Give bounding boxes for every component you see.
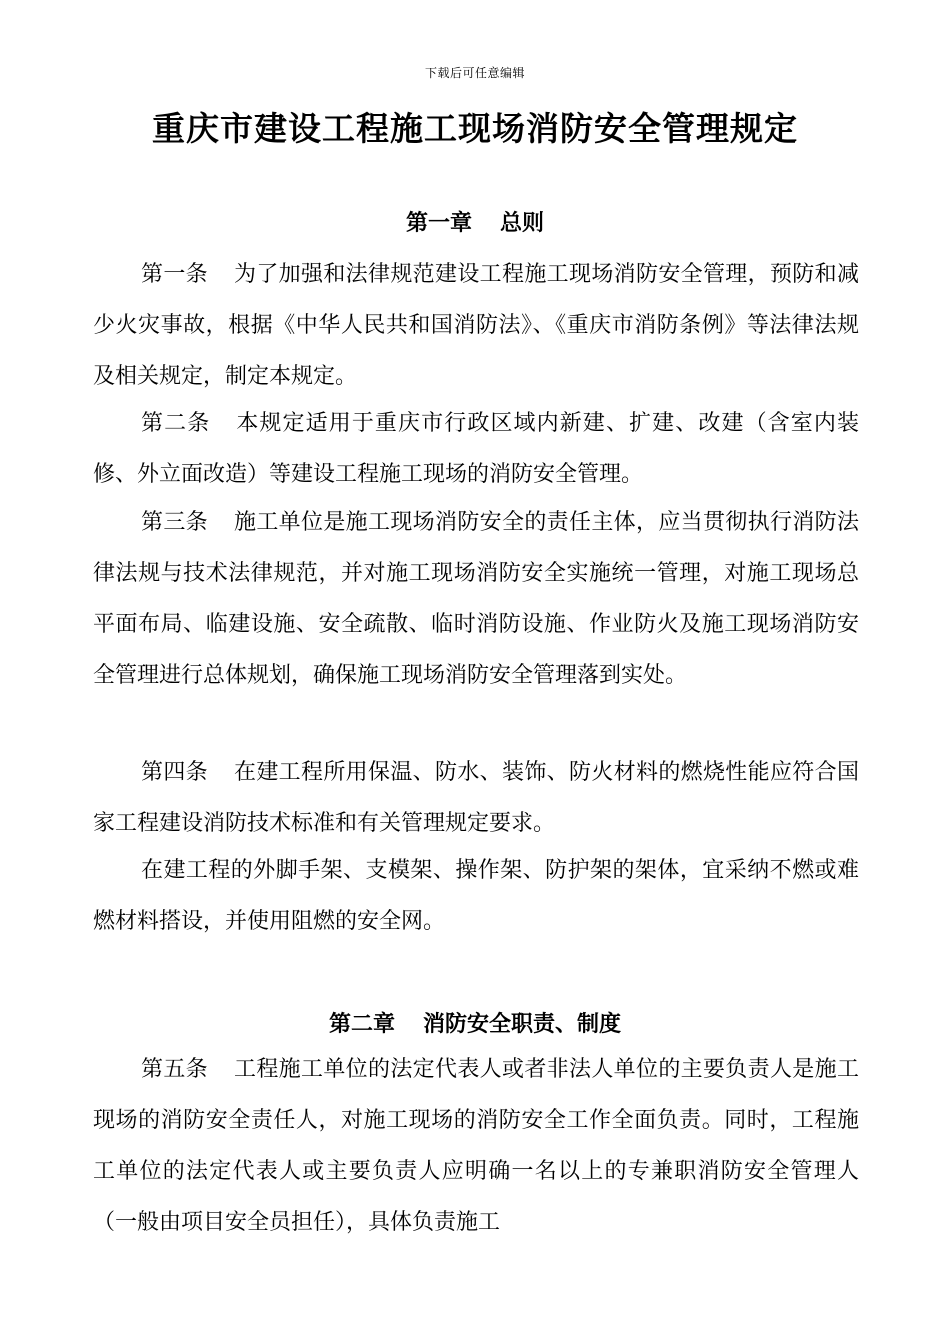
article-text: 工程施工单位的法定代表人或者非法人单位的主要负责人是施工现场的消防安全责任人，对施工现场的消防安全工作全面负责。同时，工程施工单位的法定代表人或主要负责人应明确一名以上的专兼职消防安全管理人（一般由项目安全员担任），具体负责施工 [93, 1057, 859, 1235]
article-number: 第一条 [141, 262, 208, 287]
article-paragraph [93, 747, 859, 849]
chapter-name: 总则 [500, 211, 545, 236]
article-paragraph [93, 398, 859, 500]
chapter-number: 第一章 [405, 211, 472, 236]
article-text: 施工单位是施工现场消防安全的责任主体，应当贯彻执行消防法律法规与技术法律规范，并对施工现场消防安全实施统一管理，对施工现场总平面布局、临建设施、安全疏散、临时消防设施、作业防火及施工现场消防安全管理进行总体规划，确保施工现场消防安全管理落到实处。 [93, 510, 859, 688]
body-paragraph [93, 845, 859, 947]
article-number: 第三条 [141, 510, 208, 535]
chapter-heading-2 [0, 1007, 950, 1038]
article-text: 为了加强和法律规范建设工程施工现场消防安全管理，预防和减少火灾事故，根据《中华人民共和国消防法》、《重庆市消防条例》等法律法规及相关规定，制定本规定。 [93, 262, 859, 389]
article-number: 第五条 [141, 1057, 208, 1082]
article-paragraph [93, 249, 859, 402]
article-paragraph [93, 497, 859, 701]
document-title: 重庆市建设工程施工现场消防安全管理规定 [152, 109, 798, 148]
article-number: 第二条 [141, 411, 211, 436]
chapter-name: 消防安全职责、制度 [423, 1012, 622, 1037]
article-text: 本规定适用于重庆市行政区域内新建、扩建、改建（含室内装修、外立面改造）等建设工程施工现场的消防安全管理。 [93, 411, 859, 487]
header-note: 下载后可任意编辑 [424, 66, 525, 80]
article-text: 在建工程所用保温、防水、装饰、防火材料的燃烧性能应符合国家工程建设消防技术标准和有关管理规定要求。 [93, 760, 859, 836]
article-number: 第四条 [141, 760, 208, 785]
chapter-number: 第二章 [328, 1012, 395, 1037]
article-paragraph [93, 1044, 859, 1248]
paragraph-text: 在建工程的外脚手架、支模架、操作架、防护架的架体，宜采纳不燃或难燃材料搭设，并使用阻燃的安全网。 [93, 858, 859, 934]
chapter-heading-1 [0, 206, 950, 237]
